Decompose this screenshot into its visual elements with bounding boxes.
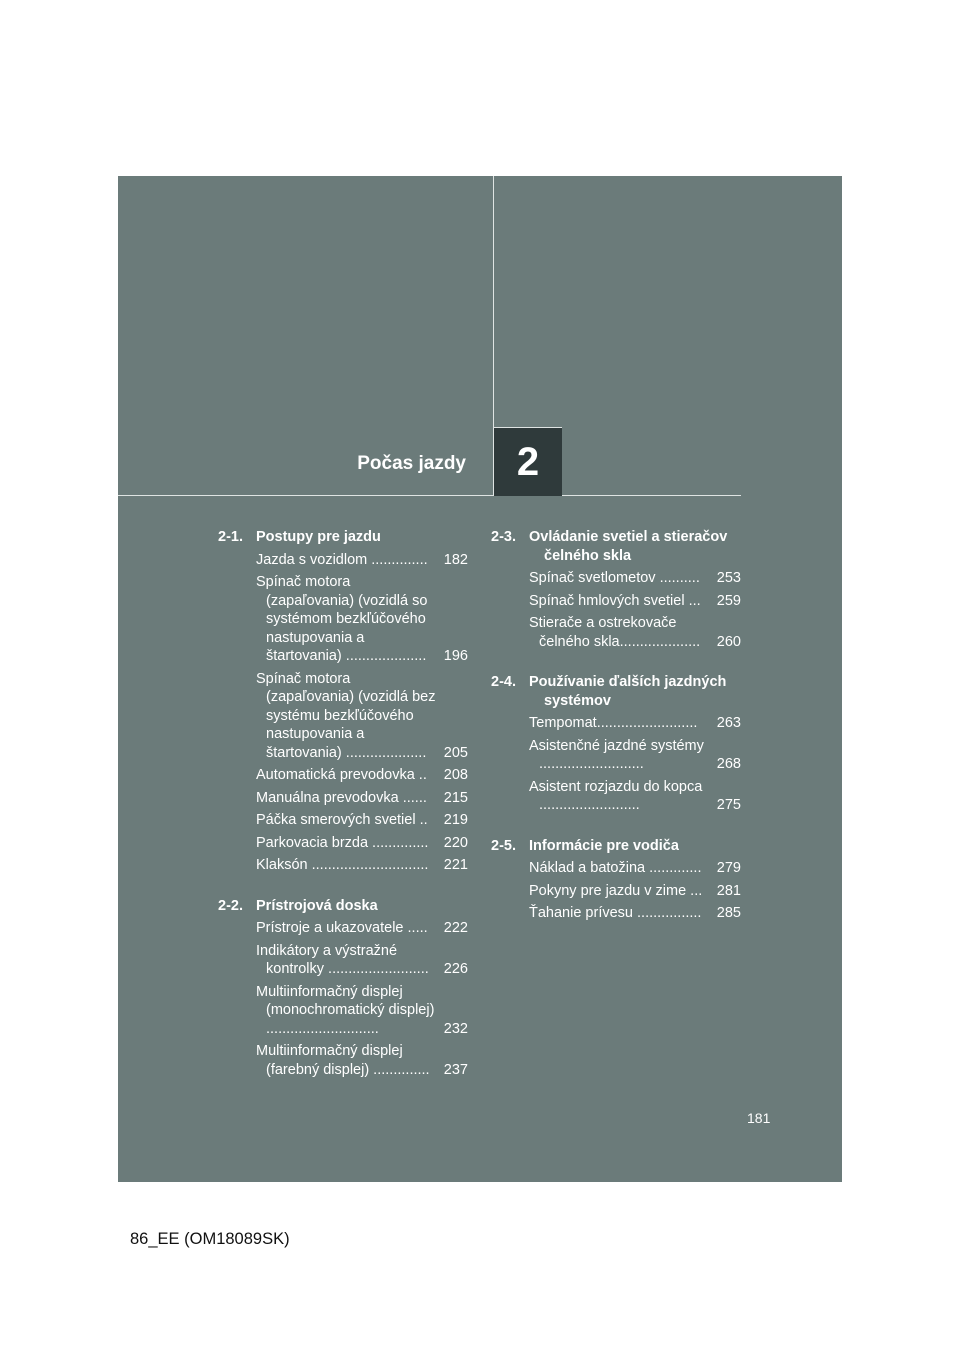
entry-label[interactable]: Spínač motora (zapaľovania) (vozidlá bez systému bezkľúčového nastupovania a štartovania) .................... [256,670,436,761]
toc-entry[interactable] [256,942,468,979]
entry-page-number[interactable]: 279 [716,860,741,876]
toc-section [491,528,741,651]
toc-entry[interactable] [256,983,468,1039]
toc-entry[interactable] [256,551,468,570]
toc-entry[interactable] [529,859,741,878]
entry-label[interactable]: Páčka smerových svetiel .. [256,812,428,828]
toc-entry[interactable] [529,569,741,588]
divider-vertical [493,176,494,427]
chapter-number-box [493,427,562,496]
toc-entry[interactable] [256,919,468,938]
entry-label[interactable]: Parkovacia brzda .............. [256,834,429,851]
entry-label[interactable]: Manuálna prevodovka ...... [256,789,427,806]
entry-label[interactable]: Asistent rozjazdu do kopca ......................... [529,778,703,813]
footer-code: 86_EE (OM18089SK) [130,1230,290,1248]
entry-page-number[interactable]: 215 [443,789,468,806]
entry-page-number[interactable]: 208 [443,767,468,783]
entry-label[interactable]: Pokyny pre jazdu v zime ... [529,882,703,899]
section-heading [218,528,468,547]
section-heading [491,673,741,710]
section-title: Postupy pre jazdu [256,529,381,545]
entry-page-number[interactable]: 219 [443,812,468,828]
chapter-number: 2 [516,439,540,484]
entry-label[interactable]: Spínač motora (zapaľovania) (vozidlá so systémom bezkľúčového nastupovania a štartovania) .................... [256,574,428,664]
entry-label[interactable]: Indikátory a výstražné kontrolky ......................... [256,942,429,977]
entry-label[interactable]: Stierače a ostrekovače čelného skla.................... [529,615,701,650]
entry-label[interactable]: Jazda s vozidlom .............. [256,551,428,568]
toc-section [218,897,468,1080]
toc-section [491,673,741,815]
entry-page-number[interactable]: 268 [716,756,741,772]
toc-entry[interactable] [529,614,741,651]
section-number: 2-2. [218,897,243,914]
entry-label[interactable]: Ťahanie prívesu ................ [529,905,702,921]
toc-entry[interactable] [256,834,468,853]
entry-label[interactable]: Multiinformačný displej (farebný displej) .............. [256,1043,430,1078]
entry-page-number[interactable]: 205 [443,744,468,761]
section-title: Informácie pre vodiča [529,837,679,854]
toc-entry[interactable] [256,573,468,666]
entry-page-number[interactable]: 285 [716,905,741,921]
section-heading [491,837,741,856]
section-title: Používanie ďalších jazdných systémov [529,674,727,709]
toc-entry[interactable] [529,882,741,901]
toc-left-column [218,528,468,1101]
toc-entry[interactable] [529,714,741,733]
entry-page-number[interactable]: 259 [716,592,741,609]
entry-label[interactable]: Automatická prevodovka .. [256,767,427,783]
toc-entry[interactable] [256,856,468,875]
toc-entry[interactable] [529,737,741,774]
toc-entry[interactable] [529,778,741,815]
section-number: 2-3. [491,529,516,545]
section-number: 2-1. [218,529,243,545]
entry-page-number[interactable]: 196 [443,648,468,664]
entry-label[interactable]: Klaksón ............................. [256,857,429,873]
entry-label[interactable]: Náklad a batožina ............. [529,860,702,876]
entry-page-number[interactable]: 182 [443,551,468,568]
entry-page-number[interactable]: 275 [716,797,741,813]
page-number: 181 [747,1110,771,1126]
entry-label[interactable]: Asistenčné jazdné systémy .......................... [529,737,704,772]
entry-page-number[interactable]: 220 [443,834,468,851]
entry-label[interactable]: Prístroje a ukazovatele ..... [256,920,428,936]
entry-label[interactable]: Tempomat......................... [529,715,698,731]
toc-entry[interactable] [256,811,468,830]
section-title: Ovládanie svetiel a stieračov čelného skla [529,529,728,564]
toc-entry[interactable] [256,1042,468,1079]
section-title: Prístrojová doska [256,897,378,914]
toc-entry[interactable] [256,789,468,808]
entry-label[interactable]: Spínač svetlometov .......... [529,570,700,586]
entry-page-number[interactable]: 281 [716,882,741,899]
chapter-title: Počas jazdy [357,453,466,474]
toc-entry[interactable] [256,766,468,785]
entry-page-number[interactable]: 226 [443,961,468,977]
toc-entry[interactable] [529,904,741,923]
entry-label[interactable]: Multiinformačný displej (monochromatický displej) ............................ [256,983,435,1037]
entry-page-number[interactable]: 221 [443,857,468,873]
entry-page-number[interactable]: 222 [443,920,468,936]
toc-section [491,837,741,923]
toc-entry[interactable] [256,670,468,763]
section-number: 2-5. [491,837,516,854]
entry-page-number[interactable]: 237 [443,1061,468,1078]
entry-page-number[interactable]: 260 [716,633,741,650]
toc-section [218,528,468,875]
section-heading [218,897,468,916]
section-heading [491,528,741,565]
entry-page-number[interactable]: 263 [716,715,741,731]
toc-entry[interactable] [529,592,741,611]
entry-page-number[interactable]: 232 [443,1020,468,1037]
entry-page-number[interactable]: 253 [716,570,741,586]
section-number: 2-4. [491,674,516,690]
divider-horizontal [118,495,741,496]
entry-label[interactable]: Spínač hmlových svetiel ... [529,592,701,609]
toc-right-column [491,528,741,945]
